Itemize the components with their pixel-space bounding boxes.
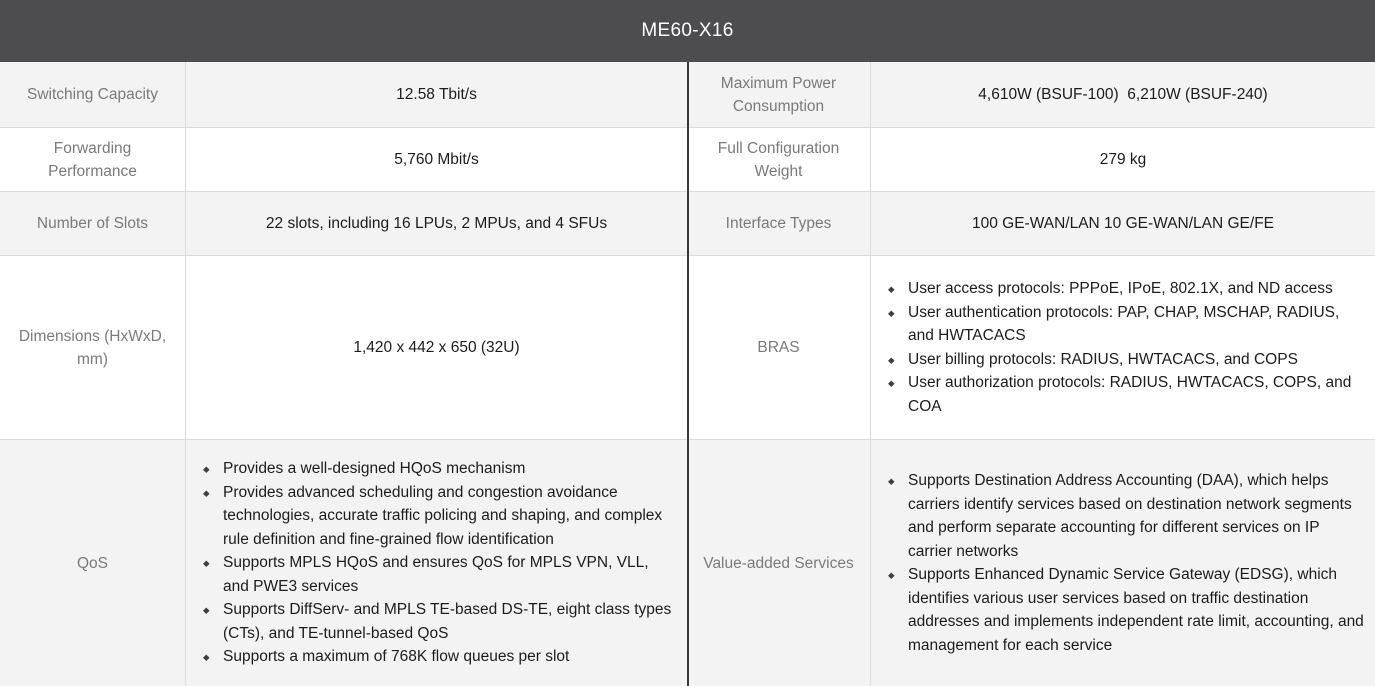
bullet-item: ◆ Supports Destination Address Accounting (DAA), which helps carriers identify services based on destination network segments and perform separate accounting for different services on IP carrier networks (887, 469, 1365, 563)
row-label-switching-capacity: Switching Capacity (0, 62, 186, 128)
bullet-item: ◆ Supports a maximum of 768K flow queues per slot (202, 645, 677, 669)
row-label-bras: BRAS (687, 256, 871, 440)
row-label-number-of-slots: Number of Slots (0, 192, 186, 256)
value-added-services-bullet-list (887, 469, 1365, 657)
product-title-bar (0, 0, 1375, 62)
bullet-item: ◆ User authentication protocols: PAP, CHAP, MSCHAP, RADIUS, and HWTACACS (887, 301, 1365, 348)
row-value-full-configuration-weight: 279 kg (871, 128, 1375, 192)
bullet-item: ◆ User authorization protocols: RADIUS, HWTACACS, COPS, and COA (887, 371, 1365, 418)
bras-bullet-list (887, 277, 1365, 418)
row-value-interface-types: 100 GE-WAN/LAN 10 GE-WAN/LAN GE/FE (871, 192, 1375, 256)
bullet-item: ◆ Provides a well-designed HQoS mechanism (202, 457, 677, 481)
bullet-item: ◆ Supports MPLS HQoS and ensures QoS for MPLS VPN, VLL, and PWE3 services (202, 551, 677, 598)
row-label-full-configuration-weight: Full Configuration Weight (687, 128, 871, 192)
bullet-item: ◆ User access protocols: PPPoE, IPoE, 802.1X, and ND access (887, 277, 1365, 301)
row-label-interface-types: Interface Types (687, 192, 871, 256)
row-value-value-added-services (871, 440, 1375, 686)
row-value-number-of-slots: 22 slots, including 16 LPUs, 2 MPUs, and 4 SFUs (186, 192, 687, 256)
row-value-bras (871, 256, 1375, 440)
row-value-qos (186, 440, 687, 686)
bullet-item: ◆ User billing protocols: RADIUS, HWTACACS, and COPS (887, 348, 1365, 372)
bullet-item: ◆ Supports Enhanced Dynamic Service Gateway (EDSG), which identifies various user services based on traffic destination addresses and implements independent rate limit, accounting, and management for each service (887, 563, 1365, 657)
qos-bullet-list (202, 457, 677, 669)
page-title: ME60-X16 (641, 20, 734, 41)
row-value-forwarding-performance: 5,760 Mbit/s (186, 128, 687, 192)
row-value-maximum-power-consumption: 4,610W (BSUF-100) 6,210W (BSUF-240) (871, 62, 1375, 128)
row-label-maximum-power-consumption: Maximum Power Consumption (687, 62, 871, 128)
bullet-item: ◆ Supports DiffServ- and MPLS TE-based DS-TE, eight class types (CTs), and TE-tunnel-based QoS (202, 598, 677, 645)
bullet-item: ◆ Provides advanced scheduling and congestion avoidance technologies, accurate traffic policing and shaping, and complex rule definition and fine-grained flow identification (202, 481, 677, 552)
row-label-dimensions: Dimensions (HxWxD, mm) (0, 256, 186, 440)
row-label-qos: QoS (0, 440, 186, 686)
dark-column-divider (687, 62, 689, 686)
row-value-dimensions: 1,420 x 442 x 650 (32U) (186, 256, 687, 440)
row-label-value-added-services: Value-added Services (687, 440, 871, 686)
row-value-switching-capacity: 12.58 Tbit/s (186, 62, 687, 128)
row-label-forwarding-performance: Forwarding Performance (0, 128, 186, 192)
